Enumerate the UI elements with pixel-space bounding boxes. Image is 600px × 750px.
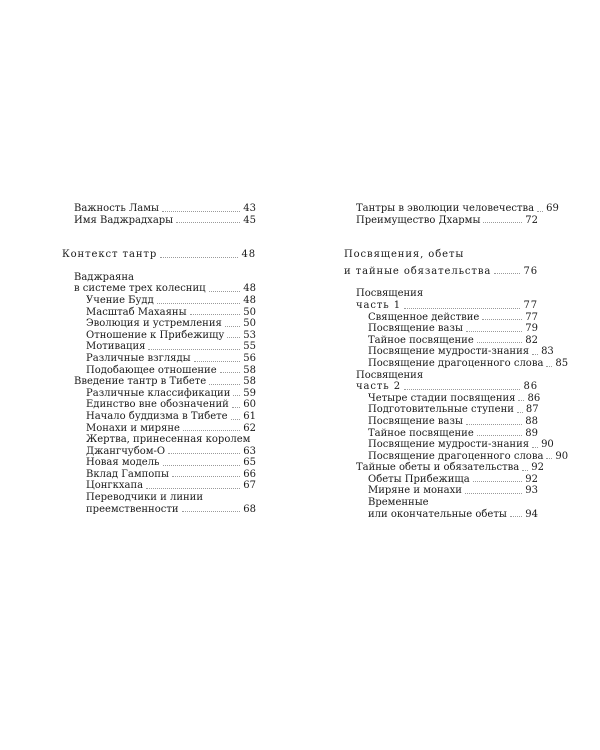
- toc-subentry: Посвящение мудрости-знания 90: [368, 439, 554, 451]
- toc-entry: Тайные обеты и обязательства 92: [356, 462, 544, 474]
- toc-entry: в системе трех колесниц 48: [74, 283, 256, 295]
- toc-subentry: Посвящение вазы 88: [368, 415, 538, 427]
- toc-entry-line: Посвящения: [356, 369, 424, 381]
- toc-entry: часть 2 86: [356, 381, 538, 393]
- toc-section-heading-line: Посвящения, обеты: [344, 249, 465, 261]
- toc-subentry: Начало буддизма в Тибете 61: [86, 410, 256, 422]
- toc-entry: Преимущество Дхармы 72: [356, 214, 538, 226]
- toc-subentry: или окончательные обеты 94: [368, 508, 538, 520]
- toc-section-heading: Контекст тантр 48: [62, 249, 256, 261]
- toc-subentry: Вклад Гампопы 66: [86, 468, 256, 480]
- toc-entry-line: Ваджраяна: [74, 271, 134, 283]
- toc-subentry: Посвящение вазы 79: [368, 323, 538, 335]
- toc-subentry: Тайное посвящение 89: [368, 427, 538, 439]
- toc-subentry: Подготовительные ступени 87: [368, 404, 539, 416]
- toc-subentry: преемственности 68: [86, 503, 256, 515]
- toc-subentry: Масштаб Махаяны 50: [86, 306, 256, 318]
- toc-subentry: Новая модель 65: [86, 457, 256, 469]
- toc-subentry: Учение Будд 48: [86, 294, 256, 306]
- toc-entry-line: Посвящения: [356, 288, 424, 300]
- toc-subentry: Посвящение драгоценного слова 85: [368, 357, 569, 369]
- toc-subentry: Различные классификации 59: [86, 387, 256, 399]
- toc-subentry: Различные взгляды 56: [86, 352, 256, 364]
- toc-subentry: Миряне и монахи 93: [368, 485, 538, 497]
- toc-subentry: Обеты Прибежища 92: [368, 473, 538, 485]
- toc-subentry: Подобающее отношение 58: [86, 364, 256, 376]
- toc-entry-line: Жертва, принесенная королем: [86, 434, 251, 446]
- toc-subentry: Тайное посвящение 82: [368, 334, 538, 346]
- toc-left-column: [62, 203, 256, 515]
- toc-entry-line: Переводчики и линии: [86, 492, 203, 504]
- toc-subentry: Посвящение мудрости-знания 83: [368, 346, 554, 358]
- toc-entry: часть 1 77: [356, 299, 538, 311]
- toc-subentry: Посвящение драгоценного слова 90: [368, 450, 569, 462]
- toc-entry: Тантры в эволюции человечества 69: [356, 203, 559, 214]
- toc-subentry: Монахи и миряне 62: [86, 422, 256, 434]
- toc-subentry: Четыре стадии посвящения 86: [368, 392, 541, 404]
- toc-subentry: Джангчубом-О 63: [86, 445, 256, 457]
- toc-entry: Имя Ваджрадхары 45: [74, 214, 256, 226]
- toc-subentry: Священное действие 77: [368, 311, 538, 323]
- toc-subentry: Эволюция и устремления 50: [86, 318, 256, 330]
- toc-subentry: Мотивация 55: [86, 341, 256, 353]
- toc-right-column: [344, 203, 569, 520]
- toc-subentry: Отношение к Прибежищу 53: [86, 329, 256, 341]
- toc-entry: Введение тантр в Тибете 58: [74, 376, 256, 388]
- toc-section-heading: и тайные обязательства 76: [344, 265, 538, 277]
- toc-subentry: Цонгкхапа 67: [86, 480, 256, 492]
- toc-subentry: Единство вне обозначений 60: [86, 399, 256, 411]
- toc-entry: Важность Ламы 43: [74, 203, 256, 214]
- toc-entry-line: Временные: [368, 497, 429, 509]
